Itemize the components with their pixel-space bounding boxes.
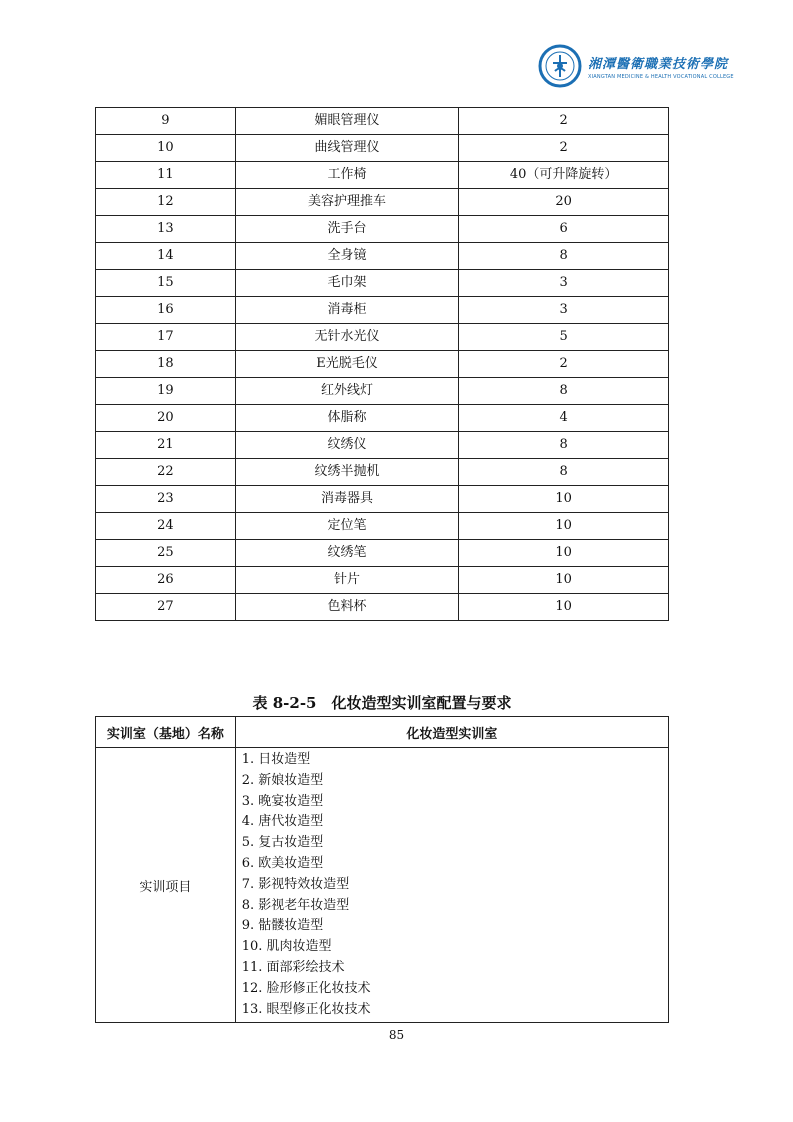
table-row bbox=[96, 486, 669, 513]
equipment-quantity: 8 bbox=[459, 243, 669, 270]
college-emblem-icon bbox=[538, 44, 582, 88]
table-row bbox=[96, 594, 669, 621]
table-caption: 表 8-2-5 化妆造型实训室配置与要求 bbox=[252, 694, 512, 712]
table-row bbox=[96, 459, 669, 486]
row-number: 18 bbox=[96, 351, 236, 378]
equipment-name: 无针水光仪 bbox=[235, 324, 459, 351]
equipment-name: 体脂称 bbox=[235, 405, 459, 432]
table-header-row bbox=[96, 717, 669, 748]
row-number: 22 bbox=[96, 459, 236, 486]
row-number: 27 bbox=[96, 594, 236, 621]
row-number: 17 bbox=[96, 324, 236, 351]
equipment-quantity: 8 bbox=[459, 432, 669, 459]
training-projects-row bbox=[96, 748, 669, 1023]
equipment-name: E光脱毛仪 bbox=[235, 351, 459, 378]
row-number: 11 bbox=[96, 162, 236, 189]
equipment-quantity: 2 bbox=[459, 108, 669, 135]
equipment-name: 消毒柜 bbox=[235, 297, 459, 324]
equipment-quantity: 10 bbox=[459, 486, 669, 513]
equipment-name: 工作椅 bbox=[235, 162, 459, 189]
logo-english-name: XIANGTAN MEDICINE & HEALTH VOCATIONAL COLLEGE bbox=[588, 73, 734, 80]
list-item: 11. 面部彩绘技术 bbox=[241, 959, 345, 975]
equipment-quantity: 10 bbox=[459, 567, 669, 594]
table-row bbox=[96, 135, 669, 162]
list-item: 13. 眼型修正化妆技术 bbox=[241, 1001, 371, 1017]
table-row bbox=[96, 162, 669, 189]
equipment-quantity: 2 bbox=[459, 351, 669, 378]
equipment-name: 毛巾架 bbox=[235, 270, 459, 297]
equipment-quantity: 10 bbox=[459, 540, 669, 567]
equipment-name: 纹绣仪 bbox=[235, 432, 459, 459]
equipment-name: 洗手台 bbox=[235, 216, 459, 243]
equipment-quantity: 4 bbox=[459, 405, 669, 432]
equipment-name: 色料杯 bbox=[235, 594, 459, 621]
table-row bbox=[96, 513, 669, 540]
equipment-name: 美容护理推车 bbox=[235, 189, 459, 216]
table-row bbox=[96, 216, 669, 243]
row-number: 12 bbox=[96, 189, 236, 216]
table-row bbox=[96, 540, 669, 567]
college-logo bbox=[538, 40, 734, 92]
equipment-quantity: 3 bbox=[459, 270, 669, 297]
row-number: 24 bbox=[96, 513, 236, 540]
table-row bbox=[96, 189, 669, 216]
equipment-name: 曲线管理仪 bbox=[235, 135, 459, 162]
list-item: 4. 唐代妆造型 bbox=[241, 814, 324, 830]
list-item: 5. 复古妆造型 bbox=[241, 835, 324, 851]
training-projects-label: 实训项目 bbox=[96, 748, 236, 1023]
table-row bbox=[96, 567, 669, 594]
training-projects-list bbox=[235, 748, 668, 1023]
page-number: 85 bbox=[388, 1028, 405, 1042]
list-item: 6. 欧美妆造型 bbox=[241, 855, 324, 871]
header-room-name-value: 化妆造型实训室 bbox=[235, 717, 668, 748]
list-item: 10. 肌肉妆造型 bbox=[241, 939, 332, 955]
equipment-name: 消毒器具 bbox=[235, 486, 459, 513]
equipment-name: 红外线灯 bbox=[235, 378, 459, 405]
equipment-table-body bbox=[96, 108, 669, 621]
equipment-quantity: 3 bbox=[459, 297, 669, 324]
row-number: 19 bbox=[96, 378, 236, 405]
equipment-quantity: 40（可升降旋转） bbox=[459, 162, 669, 189]
row-number: 21 bbox=[96, 432, 236, 459]
list-item: 9. 骷髅妆造型 bbox=[241, 918, 324, 934]
table-row bbox=[96, 351, 669, 378]
equipment-name: 纹绣半抛机 bbox=[235, 459, 459, 486]
row-number: 26 bbox=[96, 567, 236, 594]
equipment-quantity: 10 bbox=[459, 513, 669, 540]
row-number: 13 bbox=[96, 216, 236, 243]
table-row bbox=[96, 324, 669, 351]
row-number: 20 bbox=[96, 405, 236, 432]
header-room-name-label: 实训室（基地）名称 bbox=[96, 717, 236, 748]
equipment-quantity: 8 bbox=[459, 378, 669, 405]
row-number: 15 bbox=[96, 270, 236, 297]
training-room-table bbox=[95, 716, 669, 1023]
table-row bbox=[96, 378, 669, 405]
list-item: 2. 新娘妆造型 bbox=[241, 772, 324, 788]
equipment-quantity: 20 bbox=[459, 189, 669, 216]
equipment-quantity: 5 bbox=[459, 324, 669, 351]
table-row bbox=[96, 108, 669, 135]
equipment-quantity: 10 bbox=[459, 594, 669, 621]
equipment-name: 媚眼管理仪 bbox=[235, 108, 459, 135]
equipment-quantity: 2 bbox=[459, 135, 669, 162]
row-number: 9 bbox=[96, 108, 236, 135]
equipment-table bbox=[95, 107, 669, 621]
list-item: 12. 脸形修正化妆技术 bbox=[241, 980, 371, 996]
list-item: 1. 日妆造型 bbox=[241, 752, 311, 767]
equipment-name: 定位笔 bbox=[235, 513, 459, 540]
equipment-name: 纹绣笔 bbox=[235, 540, 459, 567]
equipment-name: 针片 bbox=[235, 567, 459, 594]
list-item: 3. 晚宴妆造型 bbox=[241, 793, 324, 809]
equipment-name: 全身镜 bbox=[235, 243, 459, 270]
table-row bbox=[96, 297, 669, 324]
table-row bbox=[96, 270, 669, 297]
equipment-quantity: 8 bbox=[459, 459, 669, 486]
row-number: 14 bbox=[96, 243, 236, 270]
logo-chinese-name: 湘潭醫衛職業技術學院 bbox=[588, 56, 729, 72]
list-item: 8. 影视老年妆造型 bbox=[241, 897, 350, 913]
row-number: 10 bbox=[96, 135, 236, 162]
list-item: 7. 影视特效妆造型 bbox=[241, 876, 350, 892]
table-row bbox=[96, 432, 669, 459]
row-number: 25 bbox=[96, 540, 236, 567]
equipment-quantity: 6 bbox=[459, 216, 669, 243]
row-number: 23 bbox=[96, 486, 236, 513]
table-row bbox=[96, 243, 669, 270]
row-number: 16 bbox=[96, 297, 236, 324]
table-row bbox=[96, 405, 669, 432]
